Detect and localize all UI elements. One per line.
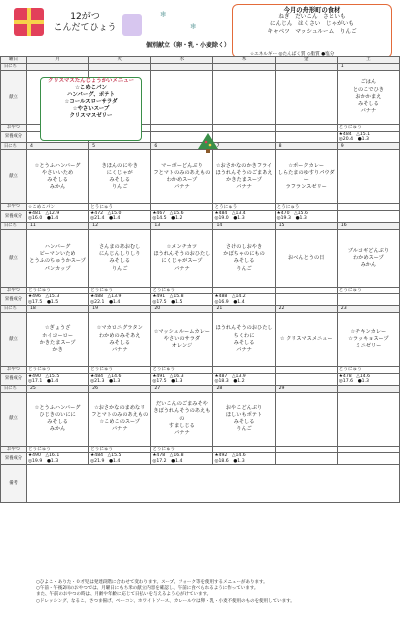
- date-cell: 27: [151, 385, 213, 392]
- snack-cell: [213, 446, 275, 453]
- date-cell: 14: [213, 222, 275, 229]
- nutrition-row: [1, 373, 400, 385]
- christmas-item: ☆コールスローサラダ: [64, 99, 118, 105]
- nutrition-cell: [275, 294, 337, 306]
- snack-cell: とうにゅう: [337, 287, 399, 294]
- date-row: [1, 306, 400, 313]
- row-label: 栄養成分: [1, 453, 27, 465]
- date-cell: 11: [27, 222, 89, 229]
- snack-cell: とうにゅう: [89, 367, 151, 374]
- snack-cell: [213, 287, 275, 294]
- menu-cell: ハンバーグ ピーマンいため とうふのちゅうかスープ パンカップ: [27, 229, 89, 287]
- menu-cell: [275, 392, 337, 446]
- row-label: 栄養成分: [1, 294, 27, 306]
- nutrition-cell: [275, 373, 337, 385]
- snack-cell: とうにゅう: [337, 367, 399, 374]
- snack-cell: とうにゅう: [213, 204, 275, 211]
- notes-cell: [27, 465, 400, 503]
- date-cell: [89, 64, 151, 71]
- snack-cell: [275, 367, 337, 374]
- menu-row: [1, 150, 400, 204]
- date-cell: 6: [151, 143, 213, 150]
- note-line: ○ひよこ・ありた・０才児は発達段階に合わせて変わります。スープ、フォーク等を使用するメニューがあります。: [36, 580, 268, 585]
- bento-label: 個別献立（卵・乳・小麦除く）: [146, 42, 231, 49]
- date-cell: 21: [213, 306, 275, 313]
- column-header: 土: [337, 57, 399, 64]
- nutrition-cell: ★491 △16.3 ◎17.5 ●1.3: [151, 373, 213, 385]
- row-label: 日にち: [1, 143, 27, 150]
- date-cell: 28: [213, 385, 275, 392]
- menu-cell: ☆ぎょうざ ホイコーロー かきたまスープ かき: [27, 313, 89, 367]
- date-cell: 8: [275, 143, 337, 150]
- nutrition-row: [1, 453, 400, 465]
- snack-cell: [275, 446, 337, 453]
- nutrition-cell: ★484 △15.1 ◎20.4 ●1.3: [337, 131, 399, 143]
- row-label: 献立: [1, 392, 27, 446]
- column-header: 火: [89, 57, 151, 64]
- snack-cell: [151, 125, 213, 132]
- notes-row: [1, 465, 400, 503]
- date-cell: [27, 64, 89, 71]
- date-cell: 26: [89, 385, 151, 392]
- date-cell: [151, 64, 213, 71]
- nutrition-cell: ★487 △13.9 ◎18.3 ●1.2: [213, 373, 275, 385]
- nutrition-cell: ★488 △14.2 ◎16.9 ●1.4: [213, 294, 275, 306]
- snack-cell: とうにゅう: [89, 204, 151, 211]
- snack-cell: [337, 446, 399, 453]
- nutrition-row: [1, 294, 400, 306]
- row-label: おやつ: [1, 287, 27, 294]
- date-cell: 5: [89, 143, 151, 150]
- menu-cell: [151, 71, 213, 125]
- nutrition-cell: [337, 294, 399, 306]
- date-cell: 19: [89, 306, 151, 313]
- snack-row: [1, 204, 400, 211]
- row-label: 備考: [1, 465, 27, 503]
- row-label: 日にち: [1, 222, 27, 229]
- date-cell: 1: [337, 64, 399, 71]
- menu-cell: [337, 150, 399, 204]
- row-label: 日にち: [1, 306, 27, 313]
- nutrition-cell: ★496 △15.3 ◎17.5 ●1.5: [27, 294, 89, 306]
- menu-cell: ☆おさかなのまめなリ フとマトのみのあえもの ☆こめこのスープ バナナ: [89, 392, 151, 446]
- row-label: 栄養成分: [1, 211, 27, 223]
- snack-cell: とうにゅう: [89, 446, 151, 453]
- row-label: 献立: [1, 313, 27, 367]
- nutrition-cell: ★478 △14.6 ◎17.6 ●1.3: [337, 373, 399, 385]
- date-cell: 12: [89, 222, 151, 229]
- nutrition-cell: ★484 △15.5 ◎21.9 ●1.4: [89, 453, 151, 465]
- menu-cell: [275, 71, 337, 125]
- menu-cell: ☆とうふハンバーグ やさいいため みそしる みかん: [27, 150, 89, 204]
- nutrition-cell: ★490 △15.5 ◎17.1 ●1.4: [27, 373, 89, 385]
- column-header: 月: [27, 57, 89, 64]
- menu-cell: マーボーどんぶり フとマトのみのあえもの わかめスープ バナナ: [151, 150, 213, 204]
- date-cell: 22: [275, 306, 337, 313]
- nutrition-cell: [275, 131, 337, 143]
- christmas-tree-icon: [196, 133, 220, 153]
- ingredients-line: にんじん はくさい じゃがいも: [270, 21, 354, 28]
- nutrition-cell: [337, 211, 399, 223]
- row-label: 栄養成分: [1, 131, 27, 143]
- date-cell: 13: [151, 222, 213, 229]
- snack-cell: とうにゅう: [27, 287, 89, 294]
- date-cell: 4: [27, 143, 89, 150]
- snack-cell: とうにゅう: [89, 287, 151, 294]
- menu-cell: [213, 71, 275, 125]
- nutrition-cell: ★472 △15.0 ◎21.4 ●1.4: [89, 211, 151, 223]
- menu-cell: ☆メンチカツ ほうれんそうのおひたし にくじゃがスープ バナナ: [151, 229, 213, 287]
- row-label: おやつ: [1, 367, 27, 374]
- ingredients-line: キャベツ マッシュルーム りんご: [267, 28, 357, 35]
- date-cell: 7: [213, 143, 275, 150]
- nutrition-cell: [213, 131, 275, 143]
- row-label: 献立: [1, 71, 27, 125]
- snack-cell: とうにゅう: [337, 125, 399, 132]
- row-label: 栄養成分: [1, 373, 27, 385]
- date-cell: 29: [275, 385, 337, 392]
- menu-cell: おやこどんぶり ほしいもポテト みそしる りんご: [213, 392, 275, 446]
- page-title: [50, 12, 120, 34]
- nutrition-cell: ★470 △15.6 ◎19.3 ●1.3: [275, 211, 337, 223]
- ingredients-title: 今月の舟形町の食材: [283, 7, 341, 14]
- date-cell: 9: [337, 143, 399, 150]
- date-row: [1, 385, 400, 392]
- menu-cell: ほうれんそうのおひたし ちくわに みそしる バナナ: [213, 313, 275, 367]
- nutrition-cell: ★467 △15.6 ◎14.5 ●1.2: [151, 211, 213, 223]
- snack-cell: ☆こめこパン: [27, 204, 89, 211]
- christmas-item: クリスマスゼリー: [69, 113, 113, 119]
- menu-cell: ☆チキンカレー ☆ラッキョスープ ミニゼリー: [337, 313, 399, 367]
- snack-cell: [213, 125, 275, 132]
- menu-cell: だいこんのごまみそや きぼうれんそうのあえもの すましじる バナナ: [151, 392, 213, 446]
- menu-cell: おべんとうの日: [275, 229, 337, 287]
- nutrition-row: [1, 211, 400, 223]
- menu-row: [1, 313, 400, 367]
- date-row: [1, 222, 400, 229]
- notes-section: [36, 580, 396, 605]
- menu-cell: [337, 392, 399, 446]
- menu-cell: ☆とうふハンバーグ ひじきのいにに みそしる みかん: [27, 392, 89, 446]
- snack-cell: [213, 367, 275, 374]
- menu-cell: ☆ポークカレー しらたまのゆすりパウダー ラフランスゼリー: [275, 150, 337, 204]
- date-cell: 15: [275, 222, 337, 229]
- menu-cell: ☆マッシュルームカレー やさいのサラダ オレンジ: [151, 313, 213, 367]
- menu-cell: きほんのにやき にくじゃが みそしる りんご: [89, 150, 151, 204]
- note-line: ○ドレッシング、なるこ、さつま揚げ、ベーコン、ホワイトソース、カレールウは卵・乳・小麦不使用のものを使用しています。: [36, 598, 295, 604]
- nutrition-cell: ★484 △13.4 ◎19.0 ●1.3: [213, 211, 275, 223]
- snack-row: [1, 287, 400, 294]
- gift-box-icon: [122, 14, 142, 36]
- column-header: 水: [151, 57, 213, 64]
- snowflake-icon: ❄: [190, 22, 197, 31]
- menu-cell: ごはん とのこでひき おかかまえ みそしる バナナ: [337, 71, 399, 125]
- date-cell: 18: [27, 306, 89, 313]
- date-cell: [213, 64, 275, 71]
- title-line2: こんだてひょう: [53, 23, 117, 33]
- date-cell: [337, 385, 399, 392]
- christmas-heading: クリスマスたんじょうかいメニュー: [47, 78, 135, 84]
- gift-box-icon: [14, 8, 44, 36]
- snack-cell: [151, 204, 213, 211]
- column-header: 木: [213, 57, 275, 64]
- date-row: [1, 64, 400, 71]
- row-label: 献立: [1, 229, 27, 287]
- nutrition-cell: ★490 △16.1 ◎19.9 ●1.3: [27, 453, 89, 465]
- christmas-item: ☆やさいスープ: [72, 106, 110, 112]
- row-label: 献立: [1, 150, 27, 204]
- row-label: おやつ: [1, 204, 27, 211]
- snack-cell: とうにゅう: [151, 446, 213, 453]
- menu-cell: ブルコギどんぶり わかめスープ みかん: [337, 229, 399, 287]
- snack-cell: とうにゅう: [27, 446, 89, 453]
- nutrition-cell: ★478 △16.8 ◎17.2 ●1.4: [151, 453, 213, 465]
- snowflake-icon: ❄: [160, 10, 167, 19]
- nutrition-legend: ☆エネルギー ◎たんぱく質 ◇脂質 ●塩分: [250, 52, 335, 57]
- christmas-item: ハンバーグ、ポテト: [67, 92, 115, 98]
- snack-row: [1, 446, 400, 453]
- nutrition-cell: [337, 453, 399, 465]
- snack-cell: [275, 125, 337, 132]
- menu-cell: さんまのあおむし にんじんしりしり みそしる りんご: [89, 229, 151, 287]
- row-label: 日にち: [1, 385, 27, 392]
- menu-cell: ☆マカロニグラタン わかめのみそあえ みそしる バナナ: [89, 313, 151, 367]
- nutrition-cell: ★488 △13.9 ◎22.1 ●1.4: [89, 294, 151, 306]
- christmas-item: ☆こめこパン: [75, 85, 107, 91]
- snack-cell: [337, 204, 399, 211]
- note-line: ○午前・午後2回のおやつでは、月曜日にもち米の献立内容を確認し、午前に食べられるように作っています。: [36, 586, 259, 592]
- column-header: 曜日: [1, 57, 27, 64]
- christmas-menu-box: [40, 77, 142, 141]
- snack-cell: とうにゅう: [275, 204, 337, 211]
- note-line: また、午前のおやつの時は、月齢や年齢に応じて日払いを与えるよう心がけています。: [36, 592, 212, 598]
- date-cell: 25: [27, 385, 89, 392]
- header: [0, 0, 400, 58]
- snack-cell: とうにゅう: [151, 367, 213, 374]
- nutrition-cell: ★491 △15.8 ◎17.5 ●1.5: [151, 294, 213, 306]
- date-cell: 23: [337, 306, 399, 313]
- menu-cell: ☆おさかなのかきフライ ほうれんそうのごまあえ かきたまスープ バナナ: [213, 150, 275, 204]
- snack-cell: とうにゅう: [151, 287, 213, 294]
- row-label: 日にち: [1, 64, 27, 71]
- date-cell: 20: [151, 306, 213, 313]
- nutrition-cell: ★481 △12.9 ◎16.0 ●1.4: [27, 211, 89, 223]
- date-cell: 16: [337, 222, 399, 229]
- menu-cell: ☆ クリスマスメニュー: [275, 313, 337, 367]
- snack-cell: とうにゅう: [27, 367, 89, 374]
- date-cell: [275, 64, 337, 71]
- column-header: 金: [275, 57, 337, 64]
- snack-cell: [275, 287, 337, 294]
- ingredients-line: ねぎ だいこん さといも: [278, 14, 346, 21]
- nutrition-cell: [275, 453, 337, 465]
- row-label: おやつ: [1, 446, 27, 453]
- menu-row: [1, 229, 400, 287]
- snack-row: [1, 367, 400, 374]
- menu-row: [1, 392, 400, 446]
- nutrition-cell: ★492 △14.6 ◎18.6 ●1.3: [213, 453, 275, 465]
- nutrition-cell: ★484 △14.6 ◎21.3 ●1.3: [89, 373, 151, 385]
- row-label: おやつ: [1, 125, 27, 132]
- menu-cell: さけのしおやき かぼちゃのにもの みそしる りんご: [213, 229, 275, 287]
- title-line1: 12がつ: [70, 12, 100, 22]
- ingredients-box: [232, 4, 392, 58]
